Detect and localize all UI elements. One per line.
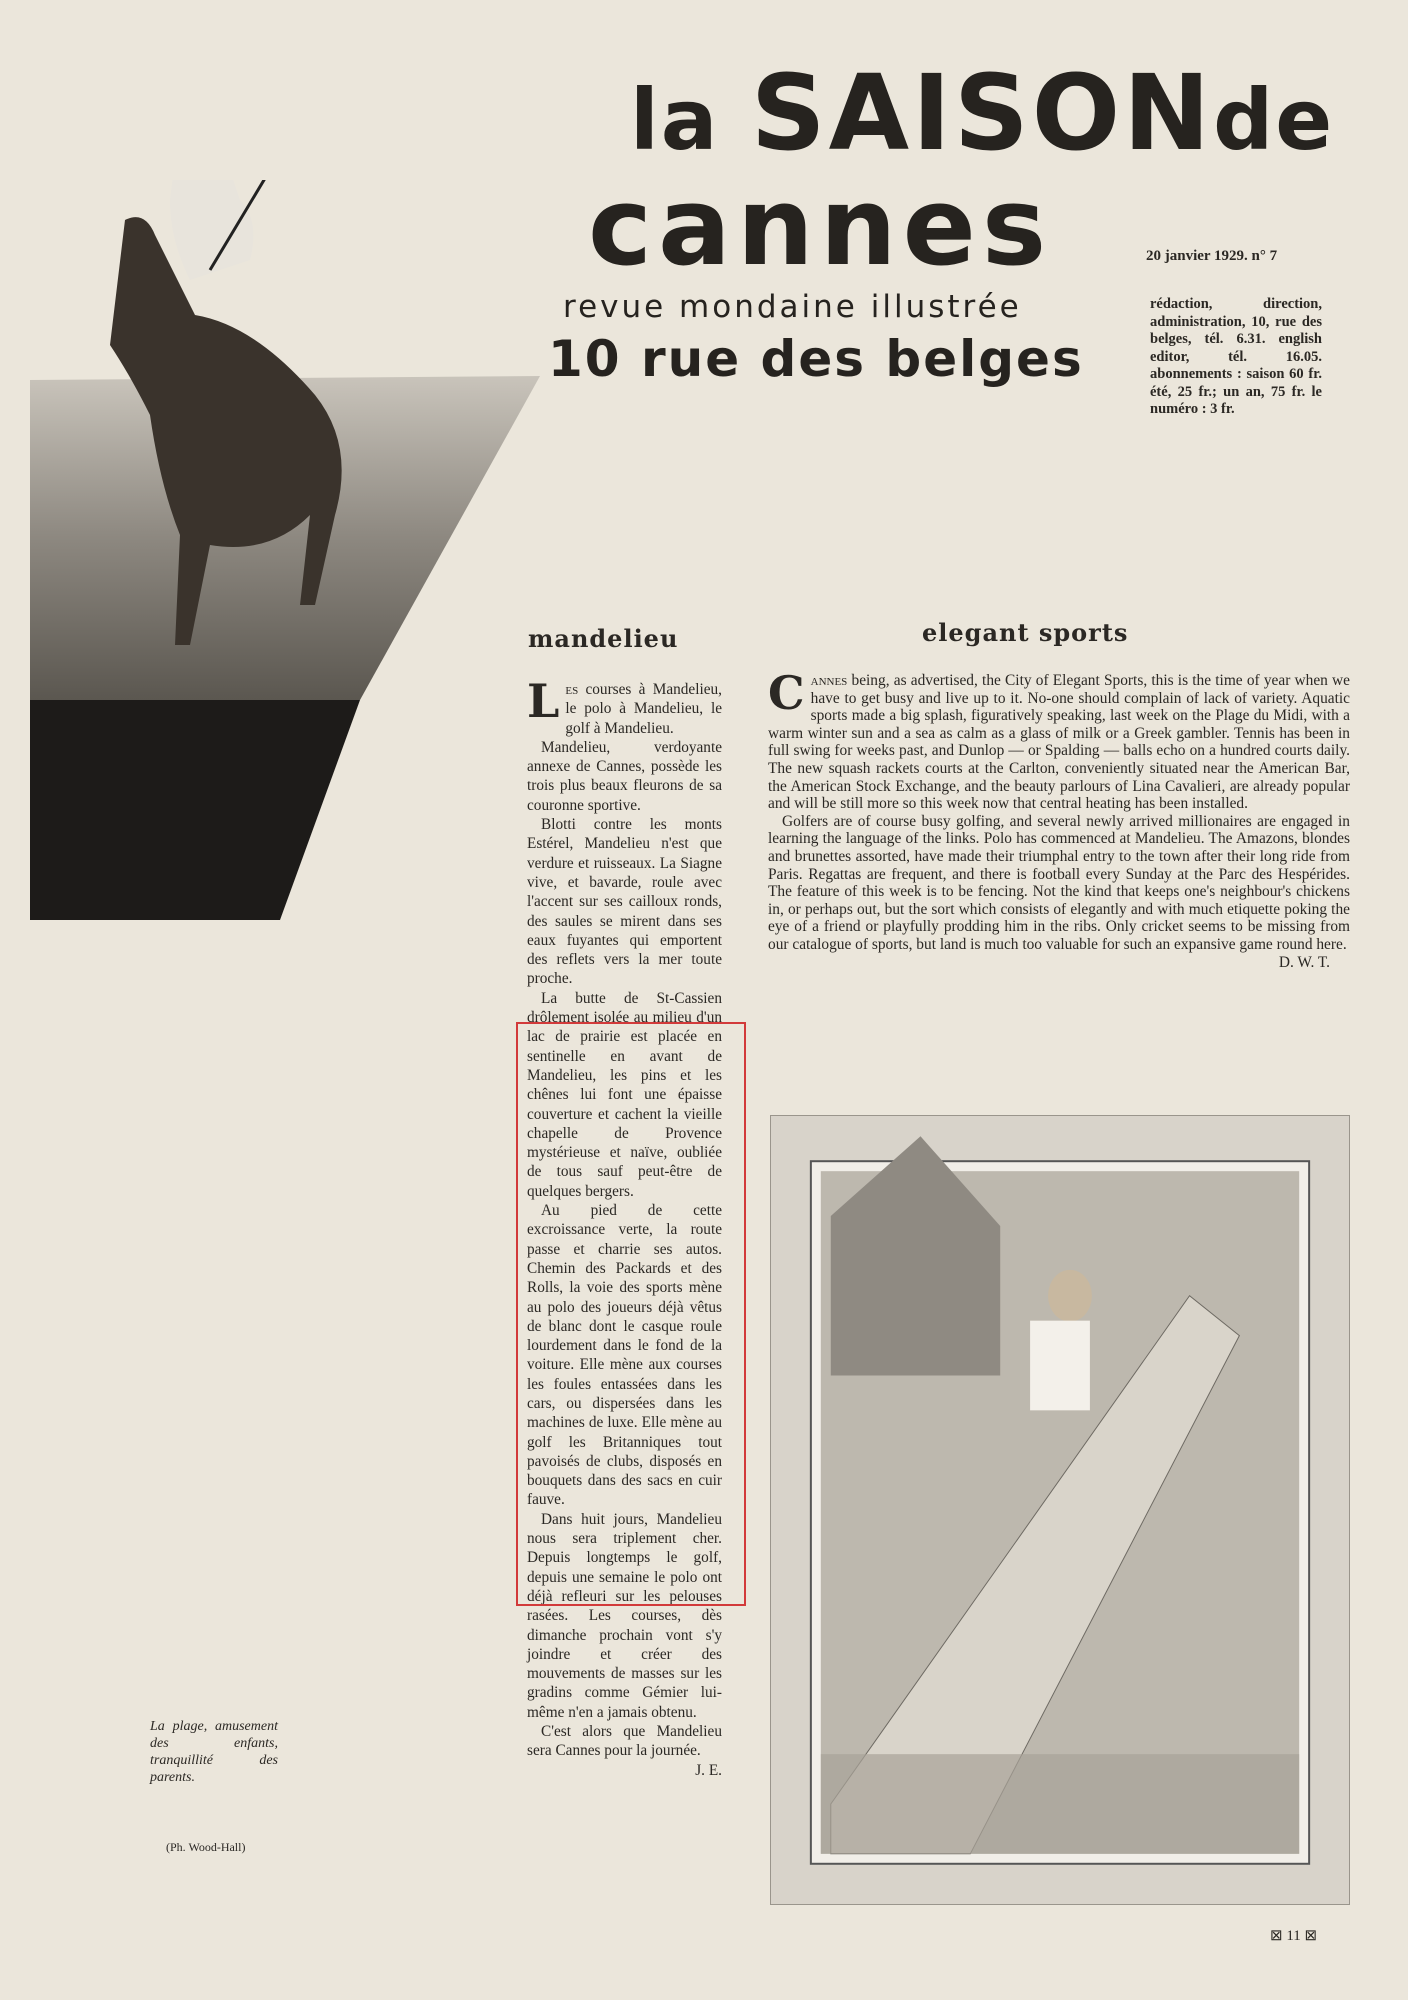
paragraph xyxy=(527,674,722,738)
paragraph xyxy=(768,666,1350,813)
masthead-line1 xyxy=(630,52,1335,174)
sand xyxy=(821,1754,1299,1854)
child-dress xyxy=(1030,1321,1090,1411)
photo-shadow xyxy=(30,700,360,920)
paragraph: C'est alors que Mandelieu sera Cannes pour la journée. xyxy=(527,1723,722,1760)
paragraph: Mandelieu, verdoyante annexe de Cannes, possède les trois plus beaux fleurons de sa couronne sportive. xyxy=(527,738,722,814)
child xyxy=(1048,1270,1092,1322)
signature: J. E. xyxy=(695,1761,722,1779)
elegant-sports-heading: elegant sports xyxy=(922,618,1129,647)
paragraph: Blotti contre les monts Estérel, Mandelieu n'est que verdure et ruisseaux. La Siagne vive, et bavarde, roule avec l'accent sur ses cailloux ronds, des saules se mirent dans ses eaux fuyantes qui emportent des reflets vers la mer toute proche. xyxy=(527,816,722,988)
page-number-text: 11 xyxy=(1286,1928,1301,1944)
masthead-la: la xyxy=(630,71,751,169)
masthead-saison: SAISON xyxy=(750,52,1214,174)
polo-photo xyxy=(30,180,550,920)
paragraph: Dans huit jours, Mandelieu nous sera triplement cher. Depuis longtemps le golf, depuis une semaine le polo ont déjà refleuri sur les pelouses rasées. Les courses, dès dimanche prochain vont s'y joindre et créer des mouvements de masses sur les gradins comme Gémier lui-même n'en a jamais obtenu. xyxy=(527,1510,722,1721)
photo-credit: (Ph. Wood-Hall) xyxy=(166,1840,246,1854)
publication-info: rédaction, direction, administration, 10, rue des belges, tél. 6.31. english editor, tél. 16.05. abonnements : saison 60 fr. été, 25 fr.; un an, 75 fr. le numéro : 3 fr. xyxy=(1150,296,1322,417)
paragraph-text: being, as advertised, the City of Elegant Sports, this is the time of year when we have to get busy and live up to it. No-one should complain of lack of variety. Aquatic sports made a big splash, figuratively speaking, last week on the Plage du Midi, with a warm winter sun and a sea as calm as a glass of milk or a Greek gambler. Tennis has been in full swing for weeks past, and Dunlop — or Spalding — balls echo on a hundred courts daily. The new squash rackets courts at the Carlton, conveniently situated near the American Bar, the American Stock Exchange, and the beauty parlours of Lina Cavalieri, are already popular and will be still more so this week now that central heating has been installed. xyxy=(768,672,1350,813)
paragraph-text: courses à Mandelieu, le polo à Mandelieu, le golf à Mandelieu. xyxy=(565,681,722,737)
paragraph: La butte de St-Cassien drôlement isolée au milieu d'un lac de prairie est placée en sentinelle en avant de Mandelieu, les pins et les chênes lui font une épaisse couverture et cachent la vieille chapelle de Provence mystérieuse et naïve, oubliée de tous sauf peut-être de quelques bergers. xyxy=(527,989,722,1200)
issue-date: 20 janvier 1929. n° 7 xyxy=(1146,248,1278,264)
paragraph: Au pied de cette excroissance verte, la route passe et charrie ses autos. Chemin des Packards et des Rolls, la voie des sports mène au polo des joueurs déjà vêtus de blanc dont le casque roule lourdement dans le fond de la voiture. Elle mène aux courses les foules entassées dans les cars, ou dispersées dans les machines de luxe. Elle mène au golf les Britanniques tout pavoisés de clubs, disposés en bouquets dans des sacs en cuir fauve. xyxy=(527,1202,722,1509)
masthead-cannes: cannes xyxy=(588,165,1053,290)
lead-word: annes xyxy=(810,672,848,689)
signature: D. W. T. xyxy=(1278,953,1330,971)
masthead-address: 10 rue des belges xyxy=(548,330,1084,388)
masthead-de: de xyxy=(1213,71,1335,169)
photo-caption: La plage, amusement des enfants, tranquillité des parents. xyxy=(150,1719,278,1785)
mandelieu-heading: mandelieu xyxy=(528,624,679,653)
drop-cap: C xyxy=(768,666,805,720)
masthead-subtitle: revue mondaine illustrée xyxy=(563,289,1022,325)
elegant-sports-article xyxy=(768,666,1350,971)
beach-slide-photo xyxy=(770,1115,1350,1905)
page-number: ⊠ 11 ⊠ xyxy=(1270,1928,1318,1944)
lead-word: es xyxy=(565,681,579,698)
paragraph: Golfers are of course busy golfing, and several newly arrived millionaires are engaged in learning the language of the links. Polo has commenced at Mandelieu. The Amazons, blondes and brunettes assorted, have made their triumphal entry to the town after their long ride from Paris. Regattas are frequent, and there is football every Sunday at the Parc des Hespérides. The feature of this week is to be fencing. Not the kind that keeps one's neighbour's chickens in, or perhaps out, but the sort which consists of elegantly and with much etiquette poking the eye of a friend or playfully prodding him in the ribs. Only cricket seems to be missing from our catalogue of sports, but land is much too valuable for such an expansive game round here. xyxy=(768,812,1350,953)
highlight-box xyxy=(516,1022,746,1606)
drop-cap: L xyxy=(527,674,560,728)
